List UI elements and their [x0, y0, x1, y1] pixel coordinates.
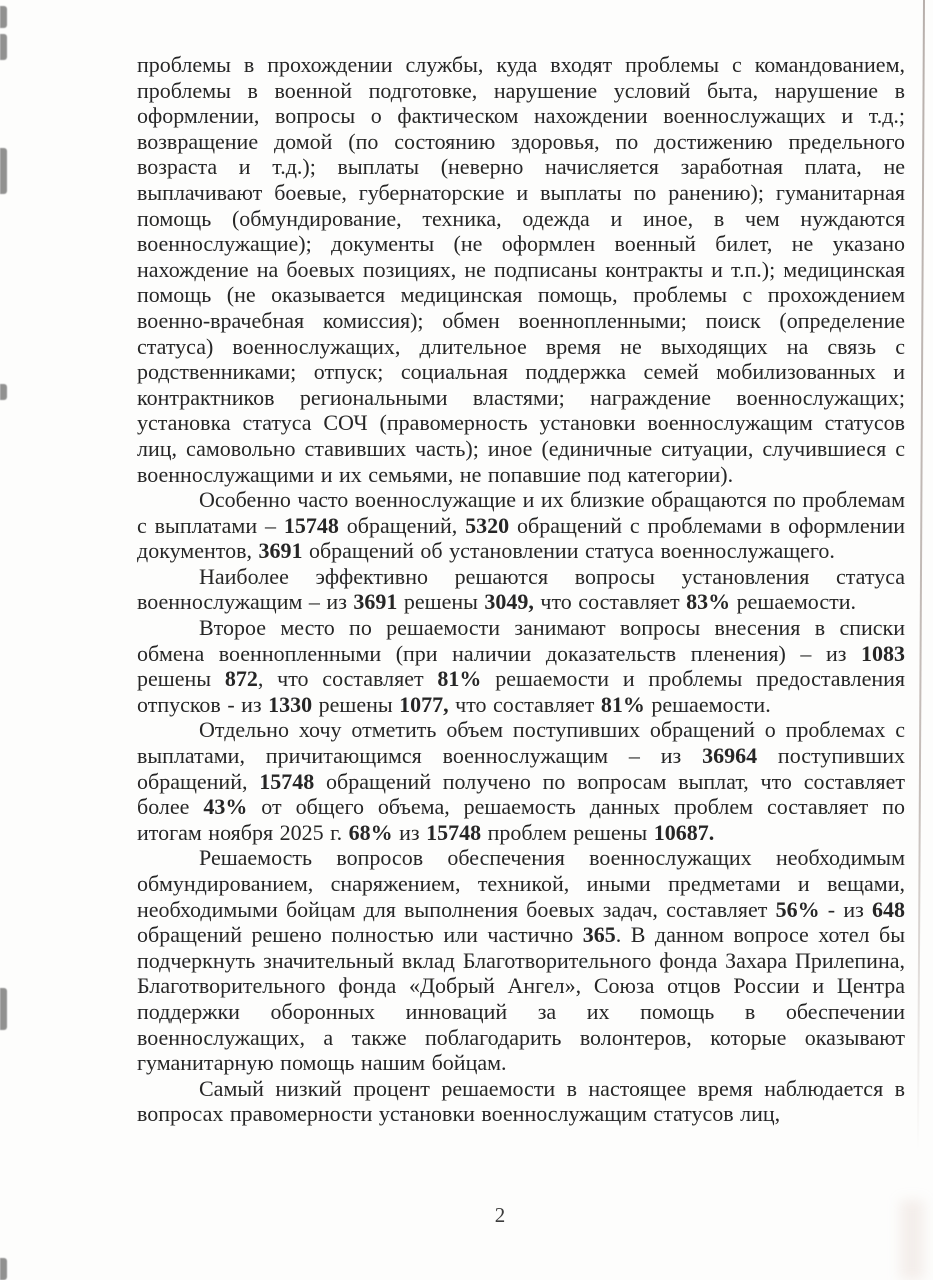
stat-value: 15748 — [426, 819, 482, 845]
page-number: 2 — [494, 1203, 506, 1227]
paragraph — [137, 487, 905, 564]
stat-value: 15748 — [283, 512, 339, 538]
scan-artifact — [0, 1258, 7, 1280]
text-segment: что составляет — [533, 589, 687, 615]
stat-value: 56% — [775, 896, 820, 922]
stat-value: 365 — [582, 922, 616, 948]
scan-artifact — [0, 34, 7, 60]
paragraph — [137, 1076, 905, 1127]
stat-value: 3049, — [484, 589, 534, 615]
stat-value: 3691 — [353, 589, 398, 615]
text-segment: что составляет — [448, 691, 601, 717]
stat-value: 3691 — [258, 538, 303, 564]
text-segment: обращений, — [338, 512, 466, 538]
scan-artifact — [0, 384, 7, 400]
text-segment: . В данном вопросе хотел бы подчеркнуть значительный вклад Благотворительного фонда Захара Прилепина, Благотворительного фонда «Добрый Ангел», Союза отцов России и Центра поддержки оборонных инноваций за их помощь в обеспечении военнослужащих, а также поблагодарить волонтеров, которые оказывают гуманитарную помощь нашим бойцам. — [137, 922, 905, 1076]
text-segment: - из — [819, 896, 872, 922]
paragraph — [137, 52, 905, 487]
stat-value: 36964 — [702, 743, 758, 769]
scan-artifact-line — [917, 0, 925, 1150]
text-segment: проблем решены — [481, 819, 654, 845]
text-segment: Самый низкий процент решаемости в настоящее время наблюдается в вопросах правомерности установки военнослужащим статусов лиц, — [137, 1075, 905, 1127]
scan-artifact — [0, 148, 7, 194]
text-segment: решаемости и проблемы предоставления отпусков - из — [137, 666, 905, 717]
scan-artifact — [0, 988, 7, 1030]
text-segment: проблемы в прохождении службы, куда входят проблемы с командованием, проблемы в военной подготовке, нарушение условий быта, нарушение в оформлении, вопросы о фактическом нахождении военнослужащих и т.д.; возвращение домой (по состоянию здоровья, по достижению предельного возраста и т.д.); выплаты (неверно начисляется заработная плата, не выплачивают боевые, губернаторские и выплаты по ранению); гуманитарная помощь (обмундирование, техника, одежда и иное, в чем нуждаются военнослужащие); документы (не оформлен военный билет, не указано нахождение на боевых позициях, не подписаны контракты и т.п.); медицинская помощь (не оказывается медицинская помощь, проблемы с прохождением военно-врачебная комиссия); обмен военнопленными; поиск (определение статуса) военнослужащих, длительное время не выходящих на связь с родственниками; отпуск; социальная поддержка семей мобилизованных и контрактников региональными властями; награждение военнослужащих; установка статуса СОЧ (правомерность установки военнослужащим статусов лиц, самовольно ставивших часть); иное (единичные ситуации, случившиеся с военнослужащими и их семьями, не попавшие под категории). — [137, 52, 905, 487]
text-segment: , что составляет — [257, 666, 438, 692]
stat-value: 1083 — [861, 640, 905, 666]
stat-value: 81% — [600, 691, 645, 717]
stat-value: 43% — [203, 794, 248, 820]
text-segment: решены — [397, 589, 485, 615]
text-segment: обращений получено по вопросам выплат, что составляет более — [137, 768, 906, 820]
text-segment: поступивших обращений, — [137, 743, 905, 794]
stat-value: 1077, — [399, 691, 449, 717]
scan-artifact — [0, 6, 7, 28]
text-segment: Отдельно хочу отметить объем поступивших обращений о проблемах с выплатами, причитающимся военнослужащим – из — [137, 717, 905, 769]
paragraph — [137, 564, 905, 615]
text-segment: обращений с проблемами в оформлении документов, — [137, 512, 906, 564]
text-segment: решены — [312, 691, 400, 717]
stat-value: 872 — [224, 666, 258, 692]
text-segment: Решаемость вопросов обеспечения военнослужащих необходимым обмундированием, снаряжением, техникой, иными предметами и вещами, необходимыми бойцам для выполнения боевых задач, составляет — [137, 845, 905, 922]
stat-value: 1330 — [268, 691, 313, 717]
text-segment: Наиболее эффективно решаются вопросы установления статуса военнослужащим – из — [137, 563, 905, 615]
text-segment: от общего объема, решаемость данных проблем составляет по итогам ноября 2025 г. — [137, 794, 905, 845]
text-segment: обращений об установлении статуса военнослужащего. — [302, 538, 835, 564]
stat-value: 10687. — [653, 819, 715, 845]
text-segment: из — [392, 819, 427, 845]
stat-value: 81% — [437, 666, 482, 692]
text-segment: Второе место по решаемости занимают вопросы внесения в списки обмена военнопленными (при наличии доказательств пленения) – из — [137, 615, 905, 666]
text-segment: решаемости. — [644, 691, 771, 717]
stat-value: 648 — [872, 896, 905, 922]
text-segment: решаемости. — [730, 589, 856, 615]
paragraph — [137, 845, 905, 1075]
stat-value: 68% — [348, 819, 393, 845]
stat-value: 5320 — [465, 512, 510, 538]
document-body — [137, 52, 905, 1127]
text-segment: Особенно часто военнослужащие и их близкие обращаются по проблемам с выплатами – — [137, 487, 905, 538]
text-segment: обращений решено полностью или частично — [137, 922, 583, 948]
paragraph — [137, 717, 905, 845]
paragraph — [137, 615, 905, 717]
stat-value: 83% — [686, 589, 731, 615]
text-segment: решены — [137, 666, 225, 692]
scan-artifact-smudge — [900, 1200, 924, 1280]
stat-value: 15748 — [259, 768, 315, 794]
